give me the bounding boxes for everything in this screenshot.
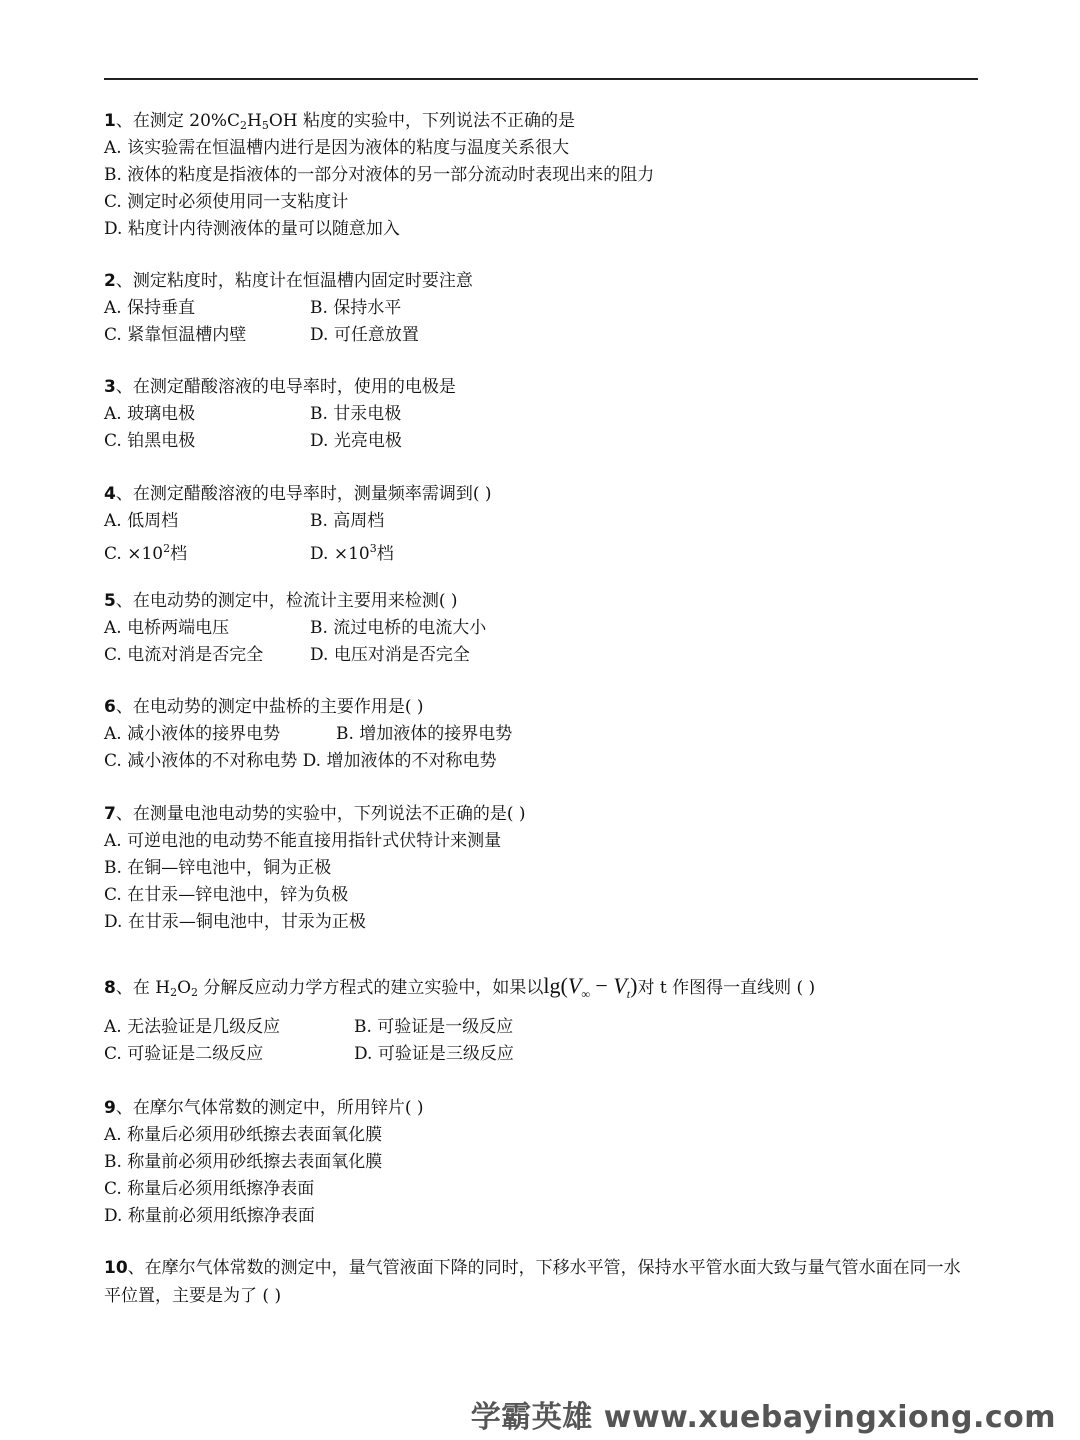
option-b: B. 甘汞电极: [310, 404, 402, 424]
question-7: [104, 801, 984, 936]
question-10: [104, 1254, 984, 1310]
option-d: D. 可验证是三级反应: [354, 1044, 514, 1064]
question-9: [104, 1095, 984, 1230]
question-stem: 6、在电动势的测定中盐桥的主要作用是( ): [104, 697, 424, 717]
option-a: A. 减小液体的接界电势: [104, 724, 281, 744]
option-c-d: C. 减小液体的不对称电势 D. 增加液体的不对称电势: [104, 751, 497, 771]
option-d: D. 在甘汞—铜电池中，甘汞为正极: [104, 912, 366, 932]
question-4: [104, 481, 984, 562]
option-b: B. 液体的粘度是指液体的一部分对液体的另一部分流动时表现出来的阻力: [104, 165, 655, 185]
option-c: C. 可验证是二级反应: [104, 1044, 264, 1064]
option-b: B. 称量前必须用砂纸擦去表面氧化膜: [104, 1152, 383, 1172]
option-c: C. 称量后必须用纸擦净表面: [104, 1179, 315, 1199]
question-stem: 4、在测定醋酸溶液的电导率时，测量频率需调到( ): [104, 484, 492, 504]
option-b: B. 高周档: [310, 511, 385, 531]
option-d: D. 电压对消是否完全: [310, 645, 470, 665]
option-a: A. 可逆电池的电动势不能直接用指针式伏特计来测量: [104, 831, 502, 851]
formula-lg-v: $\lg(V_\infty - V_t)$: [543, 973, 638, 1001]
question-stem: 8、在 $H_2O_2$ 分解反应动力学方程式的建立实验中，如果以$\lg(V_\infty - V_t)$对 t 作图得一直线则 ( ): [104, 973, 816, 1001]
option-d: D. 可任意放置: [310, 325, 419, 345]
option-a: A. 保持垂直: [104, 298, 196, 318]
question-stem: 1、在测定 $20\%C_2H_5OH$ 粘度的实验中，下列说法不正确的是: [104, 111, 576, 132]
option-b: B. 可验证是一级反应: [354, 1017, 514, 1037]
option-c: C. 测定时必须使用同一支粘度计: [104, 192, 349, 212]
option-b: B. 在铜—锌电池中，铜为正极: [104, 858, 332, 878]
question-stem: 7、在测量电池电动势的实验中，下列说法不正确的是( ): [104, 804, 526, 824]
question-3: [104, 374, 984, 455]
question-stem: 10、在摩尔气体常数的测定中，量气管液面下降的同时，下移水平管，保持水平管水面大致与量气管水面在同一水平位置，主要是为了 ( ): [104, 1258, 961, 1306]
question-stem: 3、在测定醋酸溶液的电导率时，使用的电极是: [104, 377, 456, 397]
option-c: C. 电流对消是否完全: [104, 645, 264, 665]
question-stem: 2、测定粘度时，粘度计在恒温槽内固定时要注意: [104, 271, 473, 291]
option-c: C. 铂黑电极: [104, 431, 196, 451]
question-6: [104, 694, 984, 775]
option-c: C. $\times 10^2$档: [104, 542, 188, 564]
question-8: [104, 968, 984, 1068]
option-d: D. 光亮电极: [310, 431, 402, 451]
option-a: A. 称量后必须用砂纸擦去表面氧化膜: [104, 1125, 383, 1145]
option-a: A. 无法验证是几级反应: [104, 1017, 281, 1037]
option-d: D. 称量前必须用纸擦净表面: [104, 1206, 315, 1226]
option-c: C. 紧靠恒温槽内壁: [104, 325, 247, 345]
option-b: B. 流过电桥的电流大小: [310, 618, 487, 638]
option-b: B. 增加液体的接界电势: [336, 724, 513, 744]
option-a: A. 玻璃电极: [104, 404, 196, 424]
question-2: [104, 268, 984, 349]
site-watermark: 学霸英雄 www.xuebayingxiong.com: [470, 1400, 1056, 1435]
option-a: A. 低周档: [104, 511, 179, 531]
option-d: D. $\times 10^3$档: [310, 542, 394, 564]
question-stem: 5、在电动势的测定中，检流计主要用来检测( ): [104, 591, 458, 611]
question-stem: 9、在摩尔气体常数的测定中，所用锌片( ): [104, 1098, 424, 1118]
header-rule: [104, 78, 978, 80]
option-b: B. 保持水平: [310, 298, 402, 318]
option-a: A. 电桥两端电压: [104, 618, 230, 638]
question-1: [104, 108, 984, 243]
option-d: D. 粘度计内待测液体的量可以随意加入: [104, 219, 400, 239]
option-c: C. 在甘汞—锌电池中，锌为负极: [104, 885, 349, 905]
question-5: [104, 588, 984, 669]
option-a: A. 该实验需在恒温槽内进行是因为液体的粘度与温度关系很大: [104, 138, 570, 158]
